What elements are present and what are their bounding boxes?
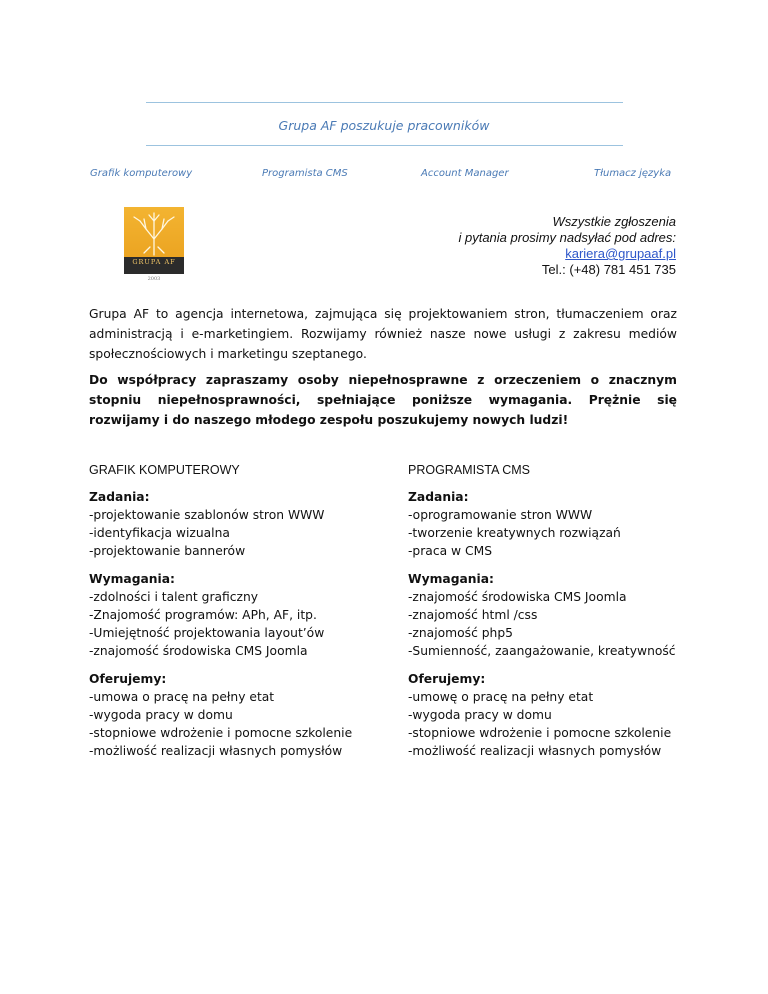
list-item: -Umiejętność projektowania layout’ów xyxy=(89,626,325,640)
list-item: -znajomość html /css xyxy=(408,608,538,622)
logo-year: 2003 xyxy=(147,276,161,282)
offer-heading: Oferujemy: xyxy=(408,672,486,686)
contact-block xyxy=(458,214,676,278)
offer-heading: Oferujemy: xyxy=(89,672,167,686)
list-item: -Sumienność, zaangażowanie, kreatywność xyxy=(408,644,676,658)
offer-section xyxy=(89,670,399,760)
job-column-grafik xyxy=(89,460,399,760)
position-grafik: Grafik komputerowy xyxy=(90,168,193,179)
tasks-heading: Zadania: xyxy=(89,490,150,504)
list-item: -projektowanie szablonów stron WWW xyxy=(89,508,325,522)
list-item: -praca w CMS xyxy=(408,544,493,558)
list-item: -oprogramowanie stron WWW xyxy=(408,508,593,522)
list-item: -wygoda pracy w domu xyxy=(89,708,233,722)
requirements-section xyxy=(408,570,718,660)
list-item: -projektowanie bannerów xyxy=(89,544,246,558)
list-item: -stopniowe wdrożenie i pomocne szkolenie xyxy=(89,726,353,740)
tasks-section xyxy=(408,488,718,560)
banner-bottom-rule xyxy=(146,145,623,146)
tasks-section xyxy=(89,488,399,560)
job-column-programista xyxy=(408,460,718,760)
contact-line-1: Wszystkie zgłoszenia xyxy=(552,214,676,229)
invite-paragraph: Do współpracy zapraszamy osoby niepełnosprawne z orzeczeniem o znacznym stopniu niepełnosprawności, spełniające poniższe wymagania. Prężnie się rozwijamy i do naszego młodego zespołu poszukujemy nowych ludzi! xyxy=(89,373,677,427)
banner-title: Grupa AF poszukuje pracowników xyxy=(278,118,490,133)
position-account-manager: Account Manager xyxy=(421,168,509,179)
list-item: -możliwość realizacji własnych pomysłów xyxy=(89,744,343,758)
list-item: -zdolności i talent graficzny xyxy=(89,590,259,604)
contact-line-2: i pytania prosimy nadsyłać pod adres: xyxy=(458,230,676,245)
tree-icon xyxy=(124,207,184,257)
list-item: -umowę o pracę na pełny etat xyxy=(408,690,594,704)
contact-email-link[interactable]: kariera@grupaaf.pl xyxy=(565,246,676,261)
logo-text: GRUPA AF xyxy=(132,258,176,266)
list-item: -umowa o pracę na pełny etat xyxy=(89,690,275,704)
company-logo xyxy=(124,207,184,274)
tasks-heading: Zadania: xyxy=(408,490,469,504)
offer-section xyxy=(408,670,718,760)
intro-paragraph: Grupa AF to agencja internetowa, zajmująca się projektowaniem stron, tłumaczeniem oraz administracją i e-marketingiem. Rozwijamy również nasze nowe usługi z zakresu mediów społecznościowych i marketingu szeptanego. xyxy=(89,307,677,361)
requirements-heading: Wymagania: xyxy=(408,572,494,586)
list-item: -tworzenie kreatywnych rozwiązań xyxy=(408,526,621,540)
list-item: -stopniowe wdrożenie i pomocne szkolenie xyxy=(408,726,672,740)
list-item: -znajomość środowiska CMS Joomla xyxy=(408,590,627,604)
list-item: -możliwość realizacji własnych pomysłów xyxy=(408,744,662,758)
list-item: -wygoda pracy w domu xyxy=(408,708,552,722)
requirements-section xyxy=(89,570,399,660)
positions-row xyxy=(0,168,768,184)
list-item: -znajomość środowiska CMS Joomla xyxy=(89,644,308,658)
position-programista: Programista CMS xyxy=(262,168,348,179)
banner-top-rule xyxy=(146,102,623,103)
list-item: -identyfikacja wizualna xyxy=(89,526,230,540)
position-tlumacz: Tłumacz języka xyxy=(594,168,672,179)
list-item: -znajomość php5 xyxy=(408,626,513,640)
job-title: GRAFIK KOMPUTEROWY xyxy=(89,463,240,477)
requirements-heading: Wymagania: xyxy=(89,572,175,586)
job-title: PROGRAMISTA CMS xyxy=(408,463,531,477)
list-item: -Znajomość programów: APh, AF, itp. xyxy=(89,608,317,622)
contact-phone: Tel.: (+48) 781 451 735 xyxy=(541,262,676,277)
